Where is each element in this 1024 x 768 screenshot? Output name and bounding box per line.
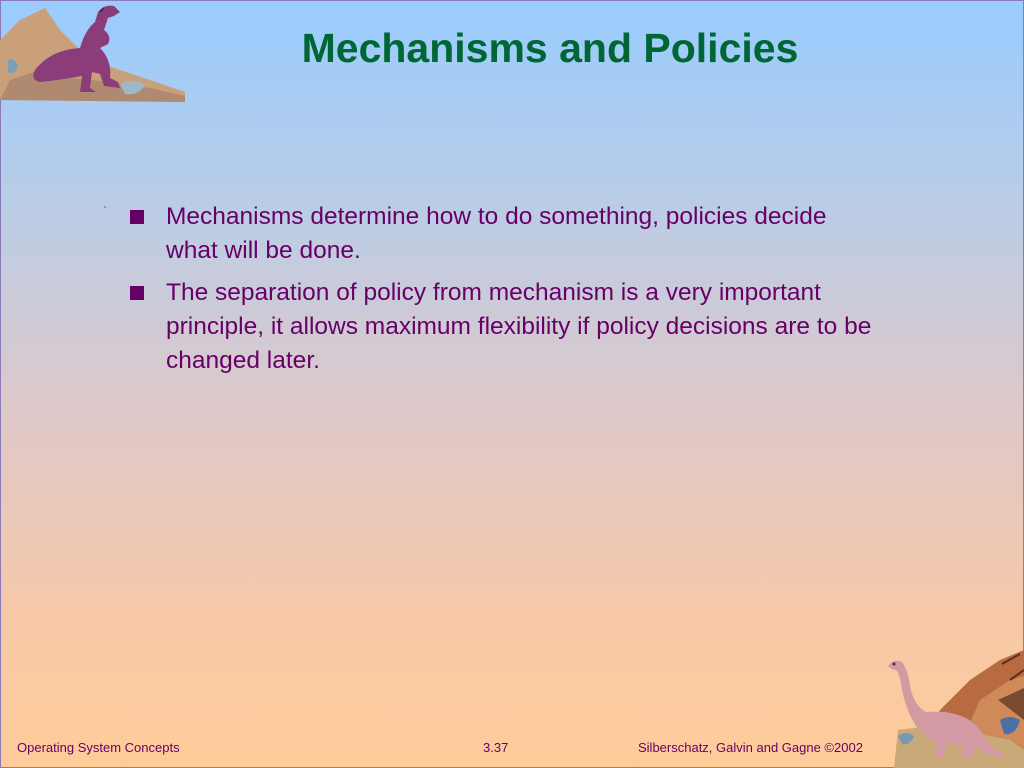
footer-slide-number: 3.37 xyxy=(483,740,509,755)
bullet-text: Mechanisms determine how to do something, policies decide what will be done. xyxy=(166,203,827,264)
stray-mark xyxy=(104,206,106,208)
dinosaur-rex-icon xyxy=(0,0,190,110)
footer-course: Operating System Concepts xyxy=(17,740,180,755)
square-bullet-icon xyxy=(130,210,144,224)
square-bullet-icon xyxy=(130,286,144,300)
bullet-item xyxy=(130,276,880,378)
bullet-list xyxy=(130,200,880,386)
dinosaur-brontosaurus-icon xyxy=(880,640,1024,768)
bullet-text: The separation of policy from mechanism is a very important principle, it allows maximum flexibility if policy decisions are to be changed later. xyxy=(166,279,872,374)
slide-title: Mechanisms and Policies xyxy=(301,25,799,71)
footer-authors: Silberschatz, Galvin and Gagne ©2002 xyxy=(638,740,863,755)
bullet-item xyxy=(130,200,880,268)
